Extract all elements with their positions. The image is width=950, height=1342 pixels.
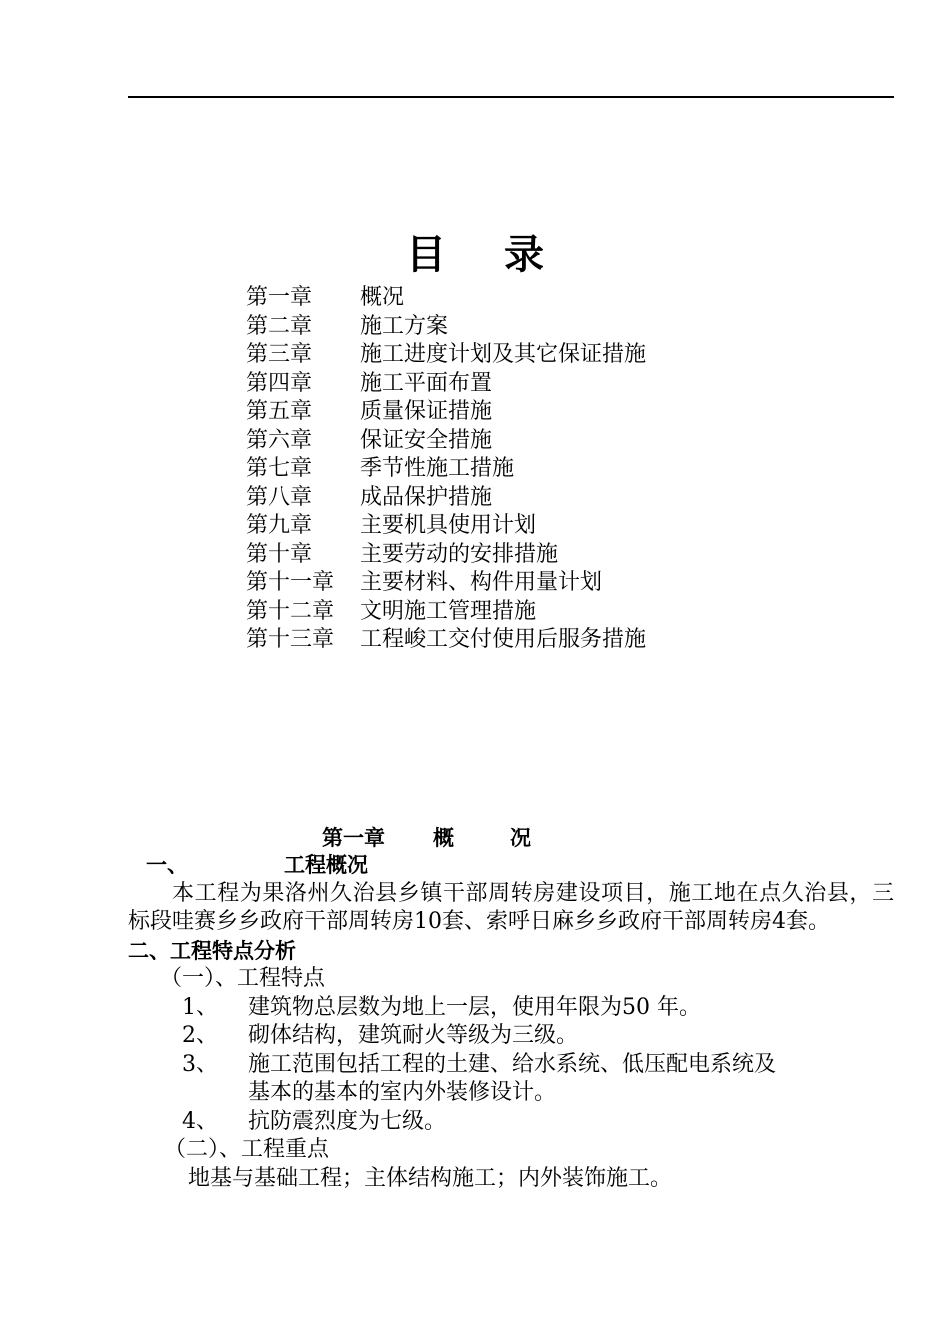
toc-item-chapter: 第十二章 [246,598,335,624]
chapter-heading-char-2: 况 [510,826,531,850]
list-item [128,1022,894,1051]
toc-item-chapter: 第八章 [246,484,313,510]
list-item-number: 4、 [182,1108,218,1134]
toc-title-char-1: 目 [406,232,446,278]
table-of-contents [246,284,646,655]
section-number: 一、 [146,853,188,877]
chapter-heading-number: 第一章 [322,826,385,850]
toc-item[interactable] [246,455,646,484]
toc-title [0,230,950,280]
chapter-heading [322,823,531,853]
section-heading [128,851,894,880]
toc-item-title: 施工进度计划及其它保证措施 [360,342,647,367]
toc-item[interactable] [246,512,646,541]
header-rule [128,96,894,98]
chapter-heading-char-1: 概 [433,826,454,850]
toc-item-chapter: 第二章 [246,313,313,339]
toc-item-chapter: 第五章 [246,399,313,424]
toc-item-title: 成品保护措施 [360,484,493,510]
list-item-text: 施工范围包括工程的土建、给水系统、低压配电系统及 [248,1051,777,1077]
toc-item[interactable] [246,284,646,313]
list-item-number: 2、 [182,1023,218,1048]
toc-item-chapter: 第九章 [246,513,313,538]
toc-item[interactable] [246,598,646,627]
toc-item[interactable] [246,541,646,570]
toc-item-title: 主要材料、构件用量计划 [360,570,603,595]
subsection-heading: （二）、工程重点 [164,1137,330,1162]
toc-item-chapter: 第四章 [246,370,313,396]
key-points-text: 地基与基础工程；主体结构施工；内外装饰施工。 [188,1165,673,1191]
toc-item-title: 文明施工管理措施 [360,598,537,624]
toc-item[interactable] [246,398,646,427]
toc-item-chapter: 第十章 [246,541,313,567]
toc-item-title: 季节性施工措施 [360,456,515,481]
toc-item-chapter: 第七章 [246,456,313,481]
toc-item-title: 主要机具使用计划 [360,513,537,538]
toc-item[interactable] [246,370,646,399]
toc-item[interactable] [246,569,646,598]
toc-item-chapter: 第三章 [246,342,313,367]
toc-item-title: 主要劳动的安排措施 [360,541,559,567]
list-item-number: 1、 [182,994,218,1020]
toc-item-chapter: 第十一章 [246,570,335,595]
toc-item-title: 概况 [360,285,405,310]
toc-item-chapter: 第六章 [246,427,313,453]
list-item-text: 基本的基本的室内外装修设计。 [248,1080,557,1105]
toc-item[interactable] [246,427,646,456]
chapter-body [128,851,894,1193]
list-item-text: 砌体结构，建筑耐火等级为三级。 [248,1023,579,1048]
overview-paragraph: 本工程为果洛州久治县乡镇干部周转房建设项目，施工地在点久治县，三标段哇赛乡乡政府干部周转房10套、索呼日麻乡乡政府干部周转房4套。 [128,880,894,934]
toc-item-title: 工程峻工交付使用后服务措施 [360,627,647,652]
toc-item-title: 施工方案 [360,313,449,339]
list-item-text: 抗防震烈度为七级。 [248,1108,447,1134]
toc-item[interactable] [246,626,646,655]
subsection-heading: （一）、工程特点 [160,966,326,991]
toc-item-title: 施工平面布置 [360,370,493,396]
toc-item-title: 保证安全措施 [360,427,493,453]
list-item-text: 建筑物总层数为地上一层，使用年限为50 年。 [248,994,701,1020]
section-title: 工程概况 [284,853,368,877]
toc-item-chapter: 第一章 [246,285,313,310]
list-item-number: 3、 [182,1051,218,1077]
list-item [128,1108,894,1137]
toc-item-chapter: 第十三章 [246,627,335,652]
toc-item[interactable] [246,341,646,370]
toc-item[interactable] [246,313,646,342]
toc-title-char-2: 录 [504,232,544,278]
toc-item[interactable] [246,484,646,513]
list-item [128,1051,894,1080]
list-item-continuation [128,1079,894,1108]
list-item [128,994,894,1023]
section-heading: 二、工程特点分析 [128,938,296,963]
toc-item-title: 质量保证措施 [360,399,493,424]
